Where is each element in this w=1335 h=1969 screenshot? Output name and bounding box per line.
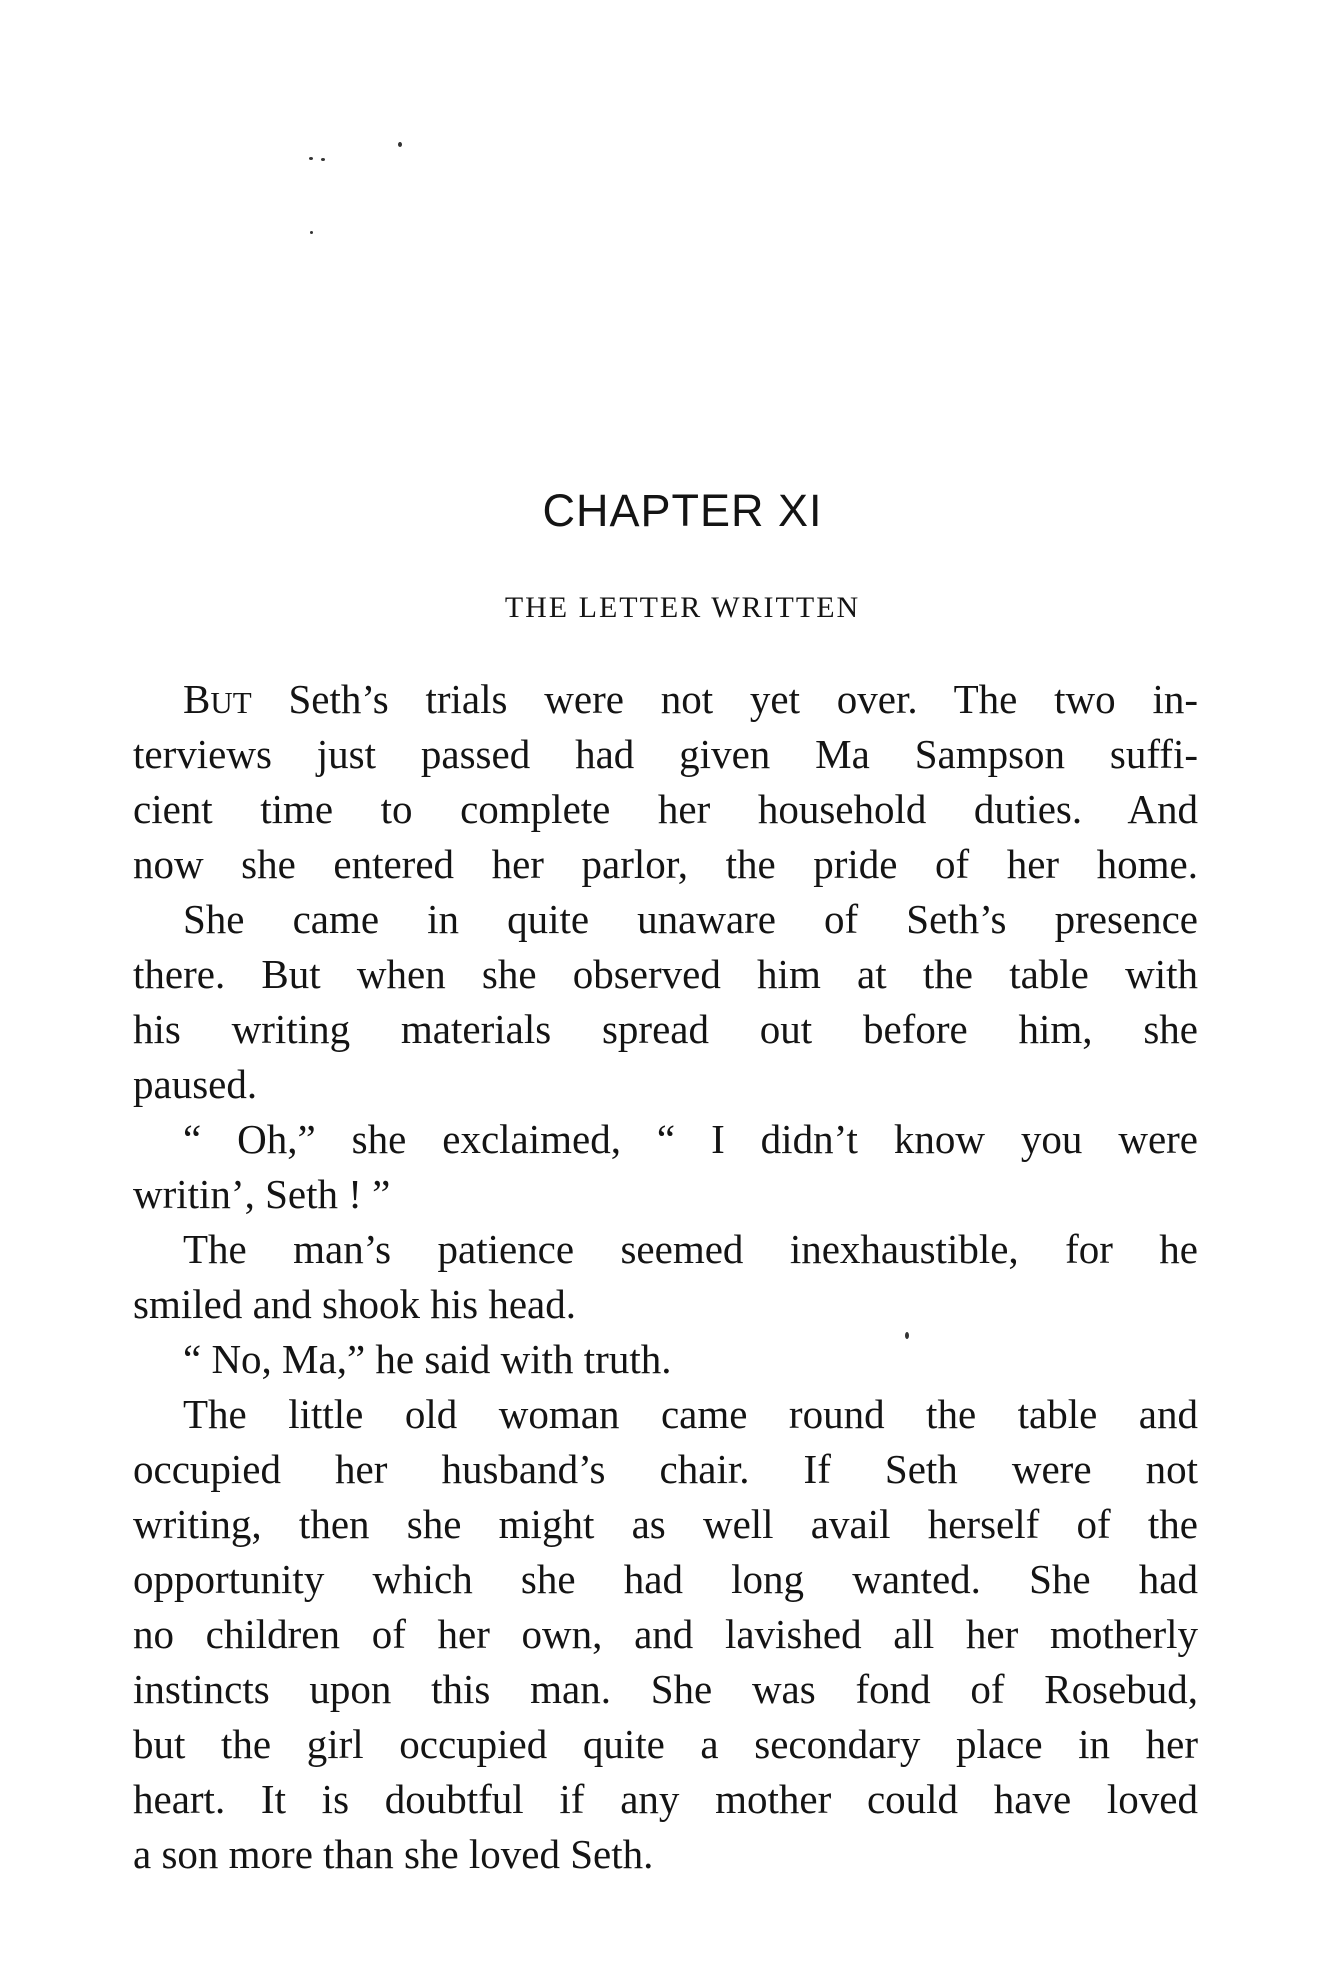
text-line — [133, 672, 1198, 727]
text-line: his writing materials spread out before him, she — [133, 1006, 1198, 1052]
text-line-content: Seth’s trials were not yet over. The two in- — [251, 676, 1198, 722]
text-line: writin’, Seth ! ” — [133, 1171, 391, 1217]
text-line: smiled and shook his head. — [133, 1281, 576, 1327]
chapter-heading: CHAPTER XI — [542, 485, 823, 536]
text-line: writing, then she might as well avail herself of the — [133, 1501, 1198, 1547]
text-line: occupied her husband’s chair. If Seth were not — [133, 1446, 1198, 1492]
text-line: cient time to complete her household duties. And — [133, 786, 1198, 832]
chapter-subtitle: THE LETTER WRITTEN — [504, 591, 861, 624]
text-line: “ No, Ma,” he said with truth. — [183, 1336, 672, 1382]
text-line: heart. It is doubtful if any mother could have loved — [133, 1776, 1198, 1822]
text-line: but the girl occupied quite a secondary place in her — [133, 1721, 1198, 1767]
drop-initial: B — [183, 676, 211, 722]
text-line: paused. — [133, 1061, 258, 1107]
scan-speck — [310, 231, 313, 234]
text-line: now she entered her parlor, the pride of her home. — [133, 841, 1198, 887]
text-line: no children of her own, and lavished all her motherly — [133, 1611, 1198, 1657]
scan-speck — [321, 158, 325, 161]
body-text — [133, 672, 1198, 1882]
text-line: terviews just passed had given Ma Sampson suffi- — [133, 731, 1198, 777]
text-line: there. But when she observed him at the table with — [133, 951, 1198, 997]
text-line: instincts upon this man. She was fond of Rosebud, — [133, 1666, 1198, 1712]
scan-speck — [398, 142, 402, 147]
text-line: She came in quite unaware of Seth’s presence — [183, 896, 1198, 942]
scan-speck — [309, 157, 313, 160]
text-line: opportunity which she had long wanted. She had — [133, 1556, 1198, 1602]
small-caps-lead: UT — [210, 685, 252, 720]
text-line: “ Oh,” she exclaimed, “ I didn’t know you were — [183, 1116, 1198, 1162]
text-line: The little old woman came round the table and — [183, 1391, 1198, 1437]
text-line: The man’s patience seemed inexhaustible, for he — [183, 1226, 1198, 1272]
text-line: a son more than she loved Seth. — [133, 1831, 654, 1877]
